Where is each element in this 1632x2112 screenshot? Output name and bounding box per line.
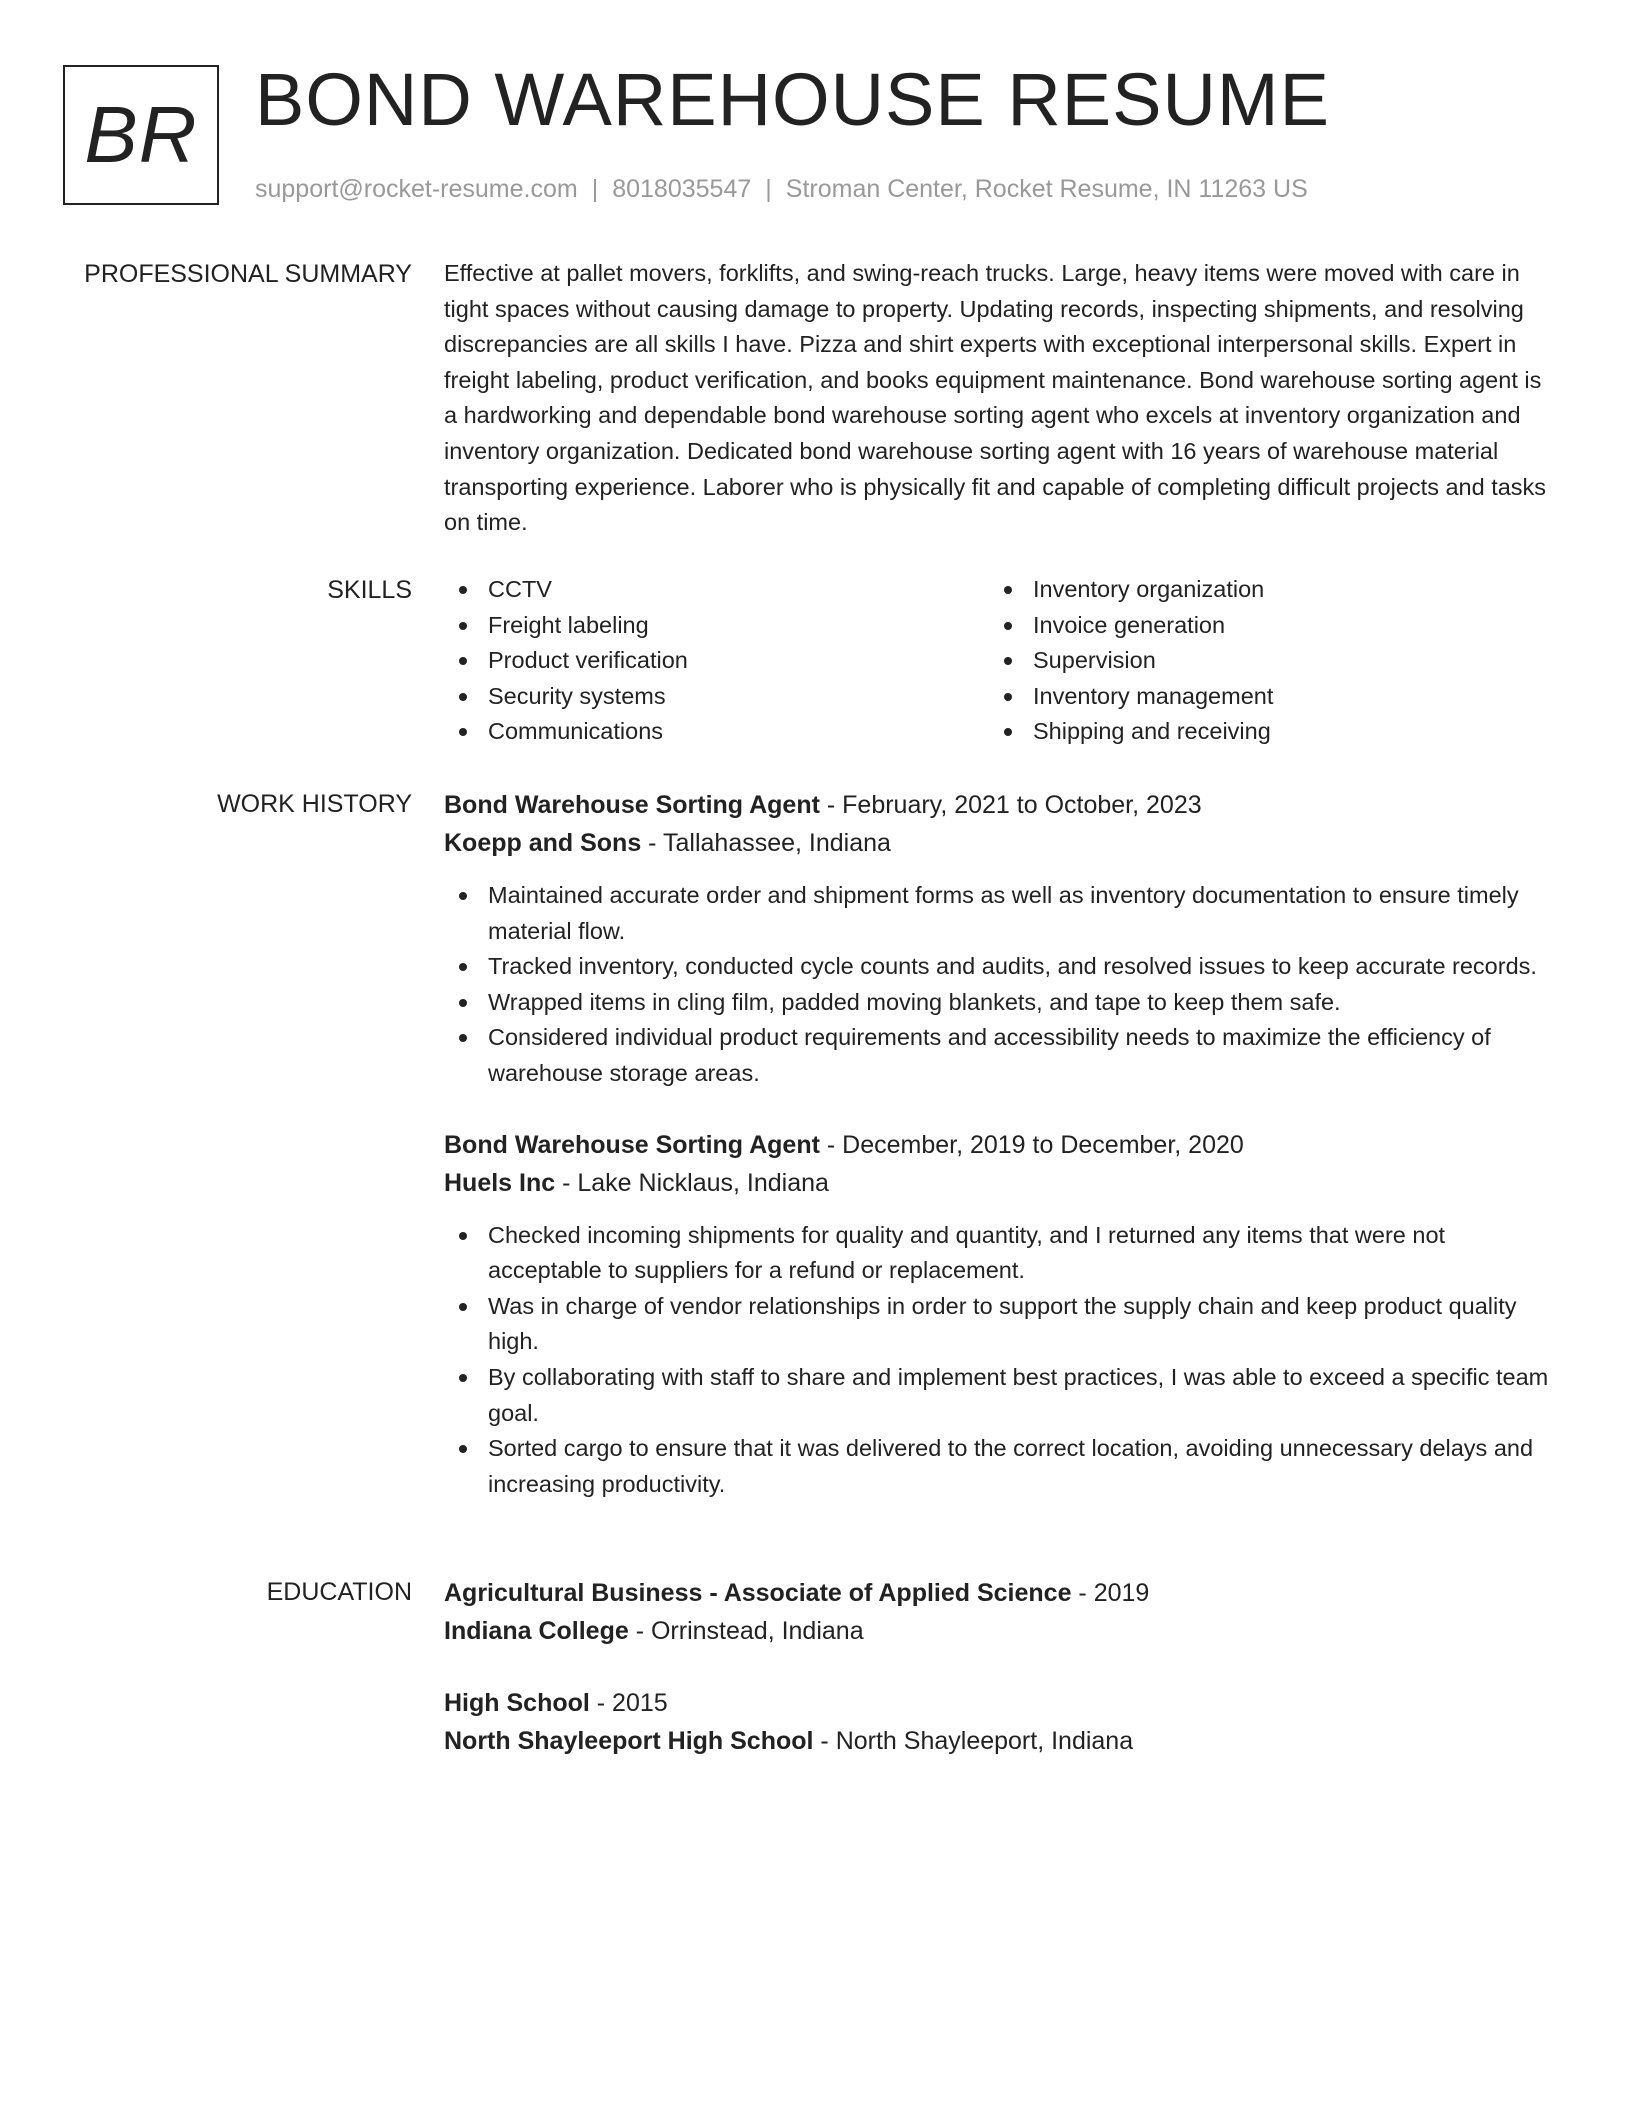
- job-dates: - February, 2021 to October, 2023: [819, 791, 1202, 819]
- skill-item: Inventory management: [989, 679, 1534, 715]
- job-bullet: Wrapped items in cling film, padded moving blankets, and tape to keep them safe.: [444, 985, 1558, 1021]
- job-bullet: Checked incoming shipments for quality and quantity, and I returned any items that were not acceptable to suppliers for a refund or replacement.: [444, 1218, 1558, 1289]
- job-location: - Lake Nicklaus, Indiana: [555, 1168, 829, 1197]
- job-company-line: [444, 824, 1558, 862]
- education-degree-line: [444, 1684, 1558, 1722]
- skills-body: [444, 572, 1558, 750]
- summary-body: [444, 256, 1558, 541]
- job-location: - Tallahassee, Indiana: [641, 829, 891, 857]
- contact-separator: |: [765, 175, 772, 203]
- job-bullets: [444, 1218, 1558, 1503]
- skill-item: Communications: [444, 714, 989, 750]
- work-history-label: WORK HISTORY: [217, 790, 412, 818]
- education-year: - 2019: [1071, 1579, 1150, 1607]
- job-title: Bond Warehouse Sorting Agent: [444, 1130, 820, 1159]
- page-title: BOND WAREHOUSE RESUME: [255, 58, 1330, 141]
- education-school-line: [444, 1612, 1558, 1650]
- skills-list-right: [989, 572, 1534, 750]
- job-bullet: Sorted cargo to ensure that it was delivered to the correct location, avoiding unnecessary delays and increasing productivity.: [444, 1431, 1558, 1502]
- contact-phone: 8018035547: [612, 175, 752, 203]
- job-bullet: Considered individual product requirements and accessibility needs to maximize the efficiency of warehouse storage areas.: [444, 1020, 1558, 1091]
- job-bullets: [444, 878, 1558, 1092]
- education-degree: High School: [444, 1689, 590, 1717]
- education-location: - Orrinstead, Indiana: [628, 1617, 864, 1645]
- education-degree: Agricultural Business - Associate of Applied Science: [444, 1579, 1072, 1607]
- job-company-line: [444, 1164, 1558, 1202]
- skills-label: SKILLS: [327, 576, 412, 604]
- skill-item: Shipping and receiving: [989, 714, 1534, 750]
- job-dates: - December, 2019 to December, 2020: [819, 1130, 1244, 1159]
- job-entry: [444, 786, 1558, 1092]
- education-school: North Shayleeport High School: [444, 1727, 814, 1755]
- job-bullet: Maintained accurate order and shipment forms as well as inventory documentation to ensure timely material flow.: [444, 878, 1558, 949]
- job-bullet: Was in charge of vendor relationships in order to support the supply chain and keep product quality high.: [444, 1289, 1558, 1360]
- monogram-logo: BR: [63, 65, 219, 205]
- skill-item: Supervision: [989, 643, 1534, 679]
- education-label: EDUCATION: [266, 1578, 412, 1606]
- summary-text: Effective at pallet movers, forklifts, and swing-reach trucks. Large, heavy items were moved with care in tight spaces without causing damage to property. Updating records, inspecting shipments, and resolving discrepancies are all skills I have. Pizza and shirt experts with exceptional interpersonal skills. Expert in freight labeling, product verification, and books equipment maintenance. Bond warehouse sorting agent is a hardworking and dependable bond warehouse sorting agent who excels at inventory organization and inventory organization. Dedicated bond warehouse sorting agent with 16 years of warehouse material transporting experience. Laborer who is physically fit and capable of completing difficult projects and tasks on time.: [444, 260, 1547, 536]
- job-bullet: By collaborating with staff to share and implement best practices, I was able to exceed a specific team goal.: [444, 1360, 1558, 1431]
- education-entry: [444, 1684, 1558, 1760]
- education-location: - North Shayleeport, Indiana: [813, 1727, 1134, 1755]
- job-title: Bond Warehouse Sorting Agent: [444, 791, 820, 819]
- job-title-line: [444, 786, 1558, 824]
- skill-item: Inventory organization: [989, 572, 1534, 608]
- contact-separator: |: [591, 175, 599, 203]
- education-body: [444, 1574, 1558, 1760]
- contact-email: support@rocket-resume.com: [255, 175, 578, 203]
- skill-item: CCTV: [444, 572, 989, 608]
- job-company: Huels Inc: [444, 1168, 556, 1197]
- education-degree-line: [444, 1574, 1558, 1612]
- skill-item: Security systems: [444, 679, 989, 715]
- work-history-body: [444, 786, 1558, 1502]
- skills-list-left: [444, 572, 989, 750]
- education-year: - 2015: [589, 1689, 668, 1717]
- education-school-line: [444, 1722, 1558, 1760]
- education-entry: [444, 1574, 1558, 1650]
- education-school: Indiana College: [444, 1617, 629, 1645]
- skill-item: Invoice generation: [989, 608, 1534, 644]
- job-title-line: [444, 1126, 1558, 1164]
- job-bullet: Tracked inventory, conducted cycle counts and audits, and resolved issues to keep accurate records.: [444, 949, 1558, 985]
- skill-item: Freight labeling: [444, 608, 989, 644]
- contact-line: [255, 172, 1308, 206]
- job-entry: [444, 1126, 1558, 1503]
- contact-address: Stroman Center, Rocket Resume, IN 11263 US: [785, 175, 1308, 203]
- skill-item: Product verification: [444, 643, 989, 679]
- job-company: Koepp and Sons: [444, 829, 642, 857]
- summary-label: PROFESSIONAL SUMMARY: [84, 260, 412, 288]
